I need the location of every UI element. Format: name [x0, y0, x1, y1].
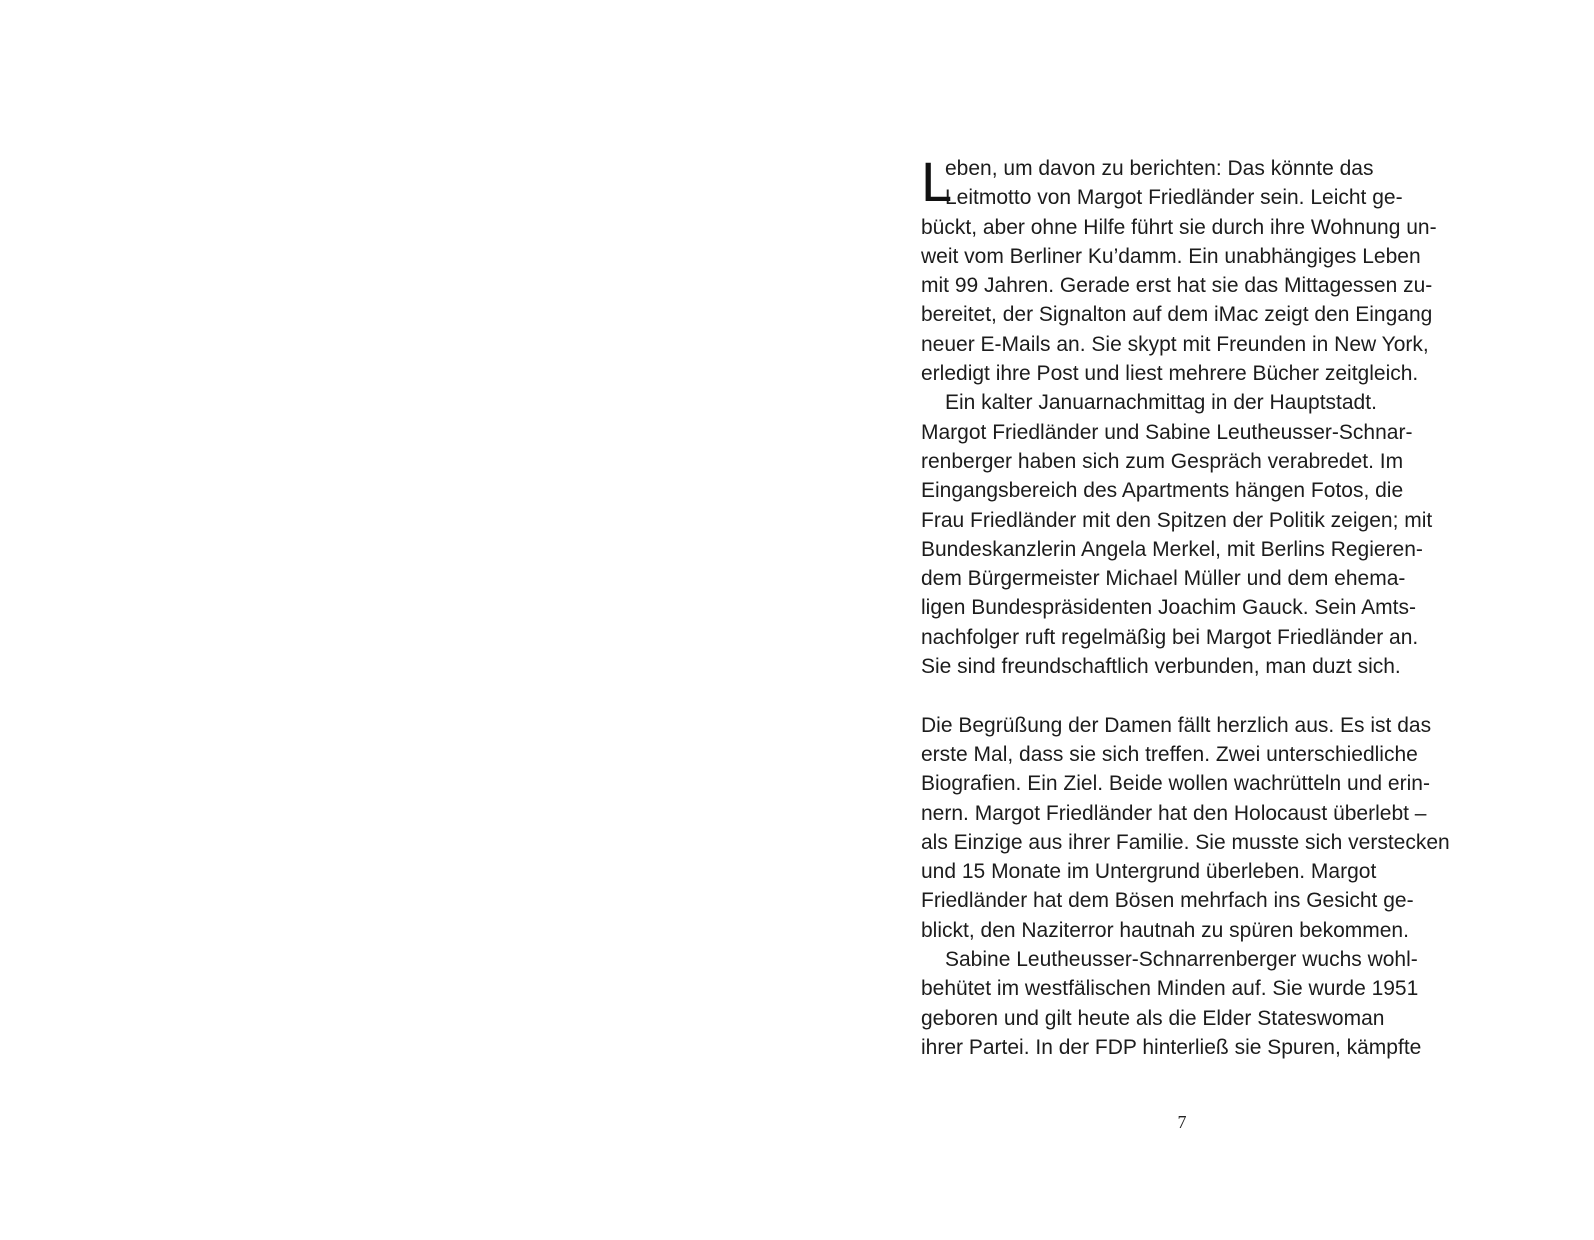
text-line: blickt, den Naziterror hautnah zu spüren bekommen.: [921, 918, 1409, 942]
text-line: eben, um davon zu berichten: Das könnte das: [945, 157, 1374, 180]
text-line: behütet im westfälischen Minden auf. Sie wurde 1951: [921, 977, 1419, 1001]
body-text: [921, 150, 1481, 1062]
page-number: 7: [1177, 1112, 1187, 1132]
text-line: erledigt ihre Post und liest mehrere Bücher zeitgleich.: [921, 362, 1419, 386]
text-line: Ein kalter Januarnachmittag in der Hauptstadt.: [945, 391, 1377, 415]
text-line: ihrer Partei. In der FDP hinterließ sie Spuren, kämpfte: [921, 1035, 1422, 1059]
text-line: Biografien. Ein Ziel. Beide wollen wachrütteln und erin-: [921, 772, 1430, 796]
text-line: Sie sind freundschaftlich verbunden, man duzt sich.: [921, 655, 1401, 679]
text-line: und 15 Monate im Untergrund überleben. Margot: [921, 860, 1377, 884]
text-line: erste Mal, dass sie sich treffen. Zwei unterschiedliche: [921, 742, 1418, 766]
text-line: Margot Friedländer und Sabine Leutheusser-Schnar-: [921, 420, 1413, 444]
text-line: Frau Friedländer mit den Spitzen der Politik zeigen; mit: [921, 508, 1433, 532]
paragraph-gap: [921, 681, 1481, 710]
text-line: nern. Margot Friedländer hat den Holocaust überlebt –: [921, 801, 1427, 825]
text-line: Eingangsbereich des Apartments hängen Fotos, die: [921, 479, 1404, 503]
drop-cap: L: [921, 150, 953, 213]
text-line: dem Bürgermeister Michael Müller und dem ehema-: [921, 567, 1406, 591]
text-line: mit 99 Jahren. Gerade erst hat sie das Mittagessen zu-: [921, 274, 1433, 298]
text-line: Die Begrüßung der Damen fällt herzlich aus. Es ist das: [921, 713, 1432, 737]
right-page: [797, 0, 1594, 1240]
text-line: bückt, aber ohne Hilfe führt sie durch ihre Wohnung un-: [921, 215, 1437, 239]
text-line: renberger haben sich zum Gespräch verabredet. Im: [921, 449, 1404, 473]
text-line: Friedländer hat dem Bösen mehrfach ins Gesicht ge-: [921, 889, 1414, 913]
text-line: neuer E-Mails an. Sie skypt mit Freunden in New York,: [921, 332, 1429, 356]
text-line: Leitmotto von Margot Friedländer sein. Leicht ge-: [945, 186, 1403, 210]
text-line: als Einzige aus ihrer Familie. Sie musste sich verstecken: [921, 830, 1450, 854]
text-line: nachfolger ruft regelmäßig bei Margot Friedländer an.: [921, 625, 1419, 649]
text-line: Sabine Leutheusser-Schnarrenberger wuchs wohl-: [945, 948, 1418, 972]
text-line: geboren und gilt heute als die Elder Stateswoman: [921, 1006, 1385, 1030]
text-line: bereitet, der Signalton auf dem iMac zeigt den Eingang: [921, 303, 1433, 327]
text-line: Bundeskanzlerin Angela Merkel, mit Berlins Regieren-: [921, 537, 1423, 561]
text-line: ligen Bundespräsidenten Joachim Gauck. Sein Amts-: [921, 596, 1416, 620]
text-line: weit vom Berliner Ku’damm. Ein unabhängiges Leben: [921, 244, 1421, 268]
